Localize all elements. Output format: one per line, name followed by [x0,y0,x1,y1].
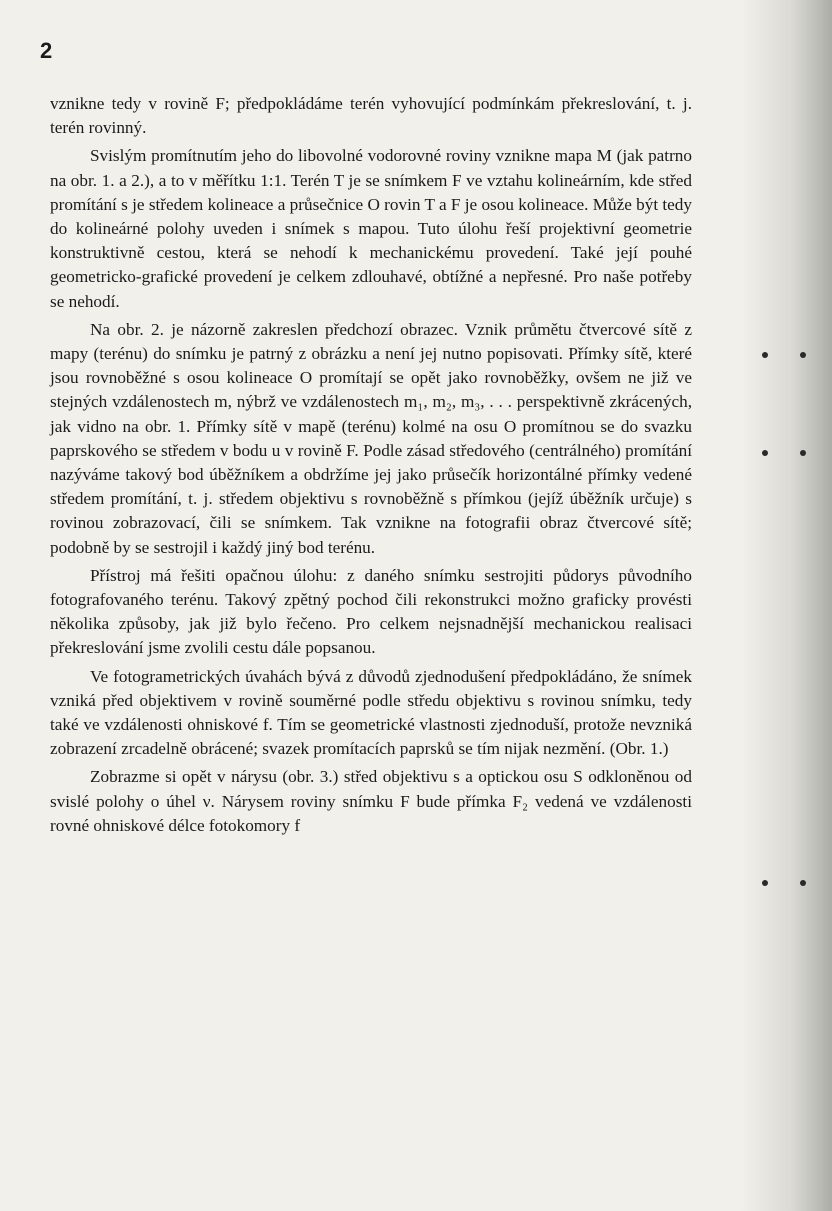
paragraph-6: Zobrazme si opět v nárysu (obr. 3.) střed objektivu s a optickou osu S odkloněnou od svislé polohy o úhel ν. Nárysem roviny snímku F bude přímka F₂ vedená ve vzdálenosti rovné ohniskové délce fotokomory f [50,767,692,835]
page-number: 2 [40,38,53,63]
body-text [50,92,692,838]
page-edge-shadow [742,0,832,1211]
binding-hole-mark [762,880,768,886]
paragraph-1: vznikne tedy v rovině F; předpokládáme terén vyhovující podmínkám překreslování, t. j. terén rovinný. [50,94,692,138]
binding-hole-mark [800,450,806,456]
binding-hole-mark [800,352,806,358]
paragraph-5: Ve fotogrametrických úvahách bývá z důvodů zjednodušení předpokládáno, že snímek vzniká před objektivem v rovině souměrné podle středu objektivu s rovinou snímku, tedy také ve vzdálenosti ohniskové f. Tím se geometrické vlastnosti zjednoduší, protože nevzniká zobrazení zrcadelně obrácené; svazek promítacích paprsků se tím nijak nezmění. (Obr. 1.) [50,666,692,759]
paragraph-4: Přístroj má řešiti opačnou úlohu: z daného snímku sestrojiti půdorys původního fotografovaného terénu. Takový zpětný pochod čili rekonstrukci možno graficky provésti několika způsoby, jak již bylo řečeno. Pro celkem nejsnadnější mechanickou realisaci překreslování jsme zvolili cestu dále popsanou. [50,565,692,658]
paragraph-3: Na obr. 2. je názorně zakreslen předchozí obrazec. Vznik průmětu čtvercové sítě z mapy (terénu) do snímku je patrný z obrázku a není jej nutno popisovati. Přímky sítě, které jsou rovnoběžné s osou kolineace O promítají se opět jako rovnoběžky, ovšem ne již ve stejných vzdálenostech m, nýbrž ve vzdálenostech m₁, m₂, m₃, . . . perspektivně zkrácených, jak vidno na obr. 1. Přímky sítě v mapě (terénu) kolmé na osu O promítnou se do svazku paprskového se středem v bodu u v rovině F. Podle zásad středového (centrálného) promítání nazýváme takový bod úběžníkem a obdržíme jej jako průsečík horizontálné přímky vedené středem promítání, t. j. středem objektivu s rovnoběžně s přímkou (jejíž úběžník určuje) s rovinou zobrazovací, čili se snímkem. Tak vznikne na fotografii obraz čtvercové sítě; podobně by se sestrojil i každý jiný bod terénu. [50,319,692,557]
binding-hole-mark [762,450,768,456]
binding-hole-mark [800,880,806,886]
paragraph-2: Svislým promítnutím jeho do libovolné vodorovné roviny vznikne mapa M (jak patrno na obr. 1. a 2.), a to v měřítku 1:1. Terén T je se snímkem F ve vztahu kolineárním, kde střed promítání s je středem kolineace a průsečnice O rovin T a F je osou kolineace. Může být tedy do kolineárné polohy uveden i snímek s mapou. Tuto úlohu řeší projektivní geometrie konstruktivně cestou, která se nehodí k mechanickému provedení. Také její pouhé geometricko-grafické provedení je celkem zdlouhavé, obtížné a nepřesné. Pro naše potřeby se nehodí. [50,146,692,311]
binding-hole-mark [762,352,768,358]
